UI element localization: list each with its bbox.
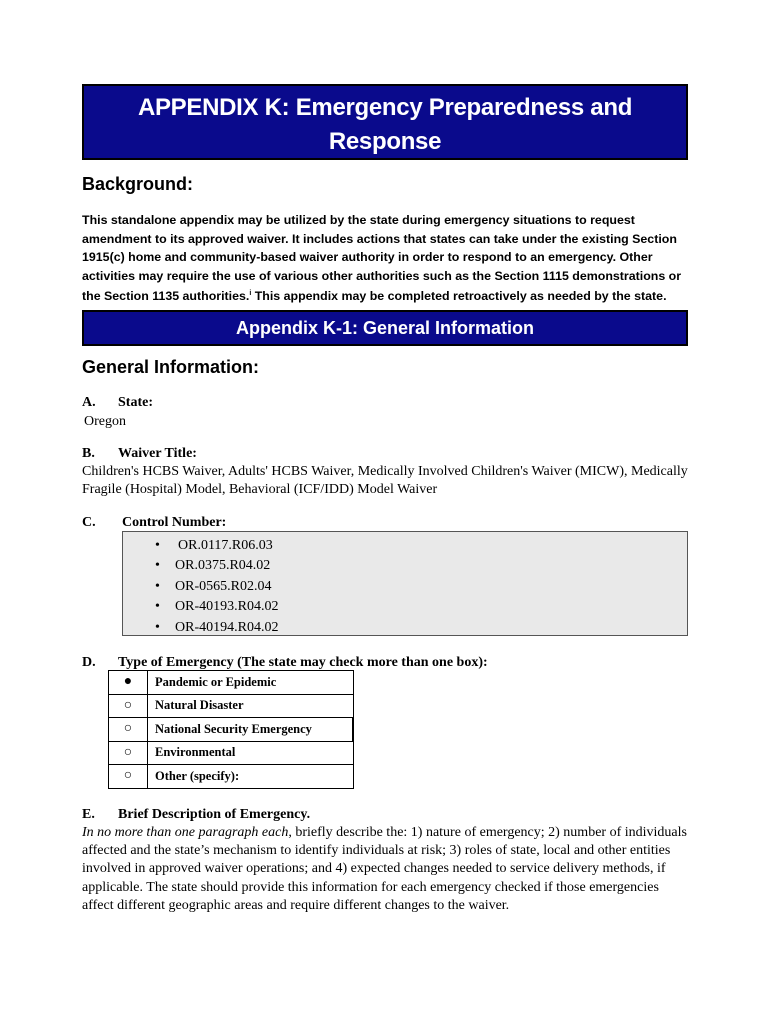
item-b-label: Waiver Title: — [118, 446, 197, 461]
emergency-type-table — [108, 670, 354, 789]
background-heading: Background: — [82, 174, 194, 194]
footnote-marker[interactable]: i — [249, 290, 252, 297]
item-d-label: Type of Emergency (The state may check more than one box): — [118, 655, 488, 670]
radio-unchecked-icon[interactable]: ○ — [109, 741, 148, 765]
item-e-letter: E. — [82, 807, 95, 822]
appendix-title-line2: Response — [328, 128, 442, 155]
emergency-option-label: Environmental — [148, 741, 354, 765]
emergency-option-label: Other (specify): — [148, 765, 354, 789]
emergency-option-row — [109, 741, 354, 765]
item-e-label: Brief Description of Emergency. — [118, 807, 311, 822]
item-c-label: Control Number: — [122, 515, 227, 530]
item-a-letter: A. — [82, 395, 96, 410]
appendix-title-banner — [82, 84, 688, 160]
emergency-description-paragraph — [82, 824, 688, 915]
emergency-option-row — [109, 671, 354, 695]
item-d-letter: D. — [82, 655, 96, 670]
bullet-icon: • — [155, 538, 160, 553]
item-a-label: State: — [118, 395, 153, 410]
emergency-option-label: National Security Emergency — [148, 718, 354, 742]
radio-unchecked-icon[interactable]: ○ — [109, 718, 148, 742]
radio-checked-icon[interactable]: ● — [109, 671, 148, 695]
control-number-item: • OR-40193.R04.02 — [175, 597, 687, 617]
emergency-option-row — [109, 765, 354, 789]
description-italic-lead: In no more than one paragraph each — [82, 825, 289, 840]
item-c-letter: C. — [82, 515, 96, 530]
background-text-end: This appendix may be completed retroactively as needed by the state. — [251, 289, 667, 304]
waiver-title-value: Children's HCBS Waiver, Adults' HCBS Waiver, Medically Involved Children's Waiver (MICW), Medically Fragile (Hospital) Model, Behavioral (ICF/IDD) Model Waiver — [82, 464, 688, 497]
control-number-item: • OR-40194.R04.02 — [175, 618, 687, 638]
state-value: Oregon — [84, 414, 126, 429]
control-number-item: • OR-0565.R02.04 — [175, 577, 687, 597]
control-number-list — [123, 532, 687, 638]
bullet-icon: • — [155, 599, 160, 615]
control-number-box[interactable] — [122, 531, 688, 636]
emergency-option-row — [109, 718, 354, 742]
bullet-icon: • — [155, 578, 160, 594]
emergency-option-label: Pandemic or Epidemic — [148, 671, 354, 695]
general-info-heading: General Information: — [82, 357, 260, 377]
control-number-item: • OR.0375.R04.02 — [175, 556, 687, 576]
bullet-icon: • — [155, 558, 160, 574]
background-paragraph — [82, 211, 688, 306]
radio-unchecked-icon[interactable]: ○ — [109, 694, 148, 718]
background-text: This standalone appendix may be utilized by the state during emergency situations to request amendment to its approved waiver. It includes actions that states can take under the existing Section 1915(c) home and community-based waiver authority in order to respond to an emergency. Other activities may require the use of various other authorities such as the Section 1115 demonstrations or the Section 1135 authorities. — [82, 213, 682, 304]
control-number-item: • OR.0117.R06.03 — [175, 536, 687, 556]
bullet-icon: • — [155, 619, 160, 635]
section-header-k1: Appendix K-1: General Information — [82, 310, 688, 346]
emergency-option-row — [109, 694, 354, 718]
description-text: , briefly describe the: 1) nature of emergency; 2) number of individuals affected and the state’s mechanism to identify individuals at risk; 3) roles of state, local and other entities involved in approved waiver operations; and 4) expected changes needed to service delivery methods, if applicable. The state should provide this information for each emergency checked if those emergencies affect different geographic areas and require different changes to the waiver. — [82, 825, 687, 913]
radio-unchecked-icon[interactable]: ○ — [109, 765, 148, 789]
appendix-title-line1: APPENDIX K: Emergency Preparedness and — [137, 94, 633, 121]
emergency-option-label: Natural Disaster — [148, 694, 354, 718]
item-b-letter: B. — [82, 446, 95, 461]
